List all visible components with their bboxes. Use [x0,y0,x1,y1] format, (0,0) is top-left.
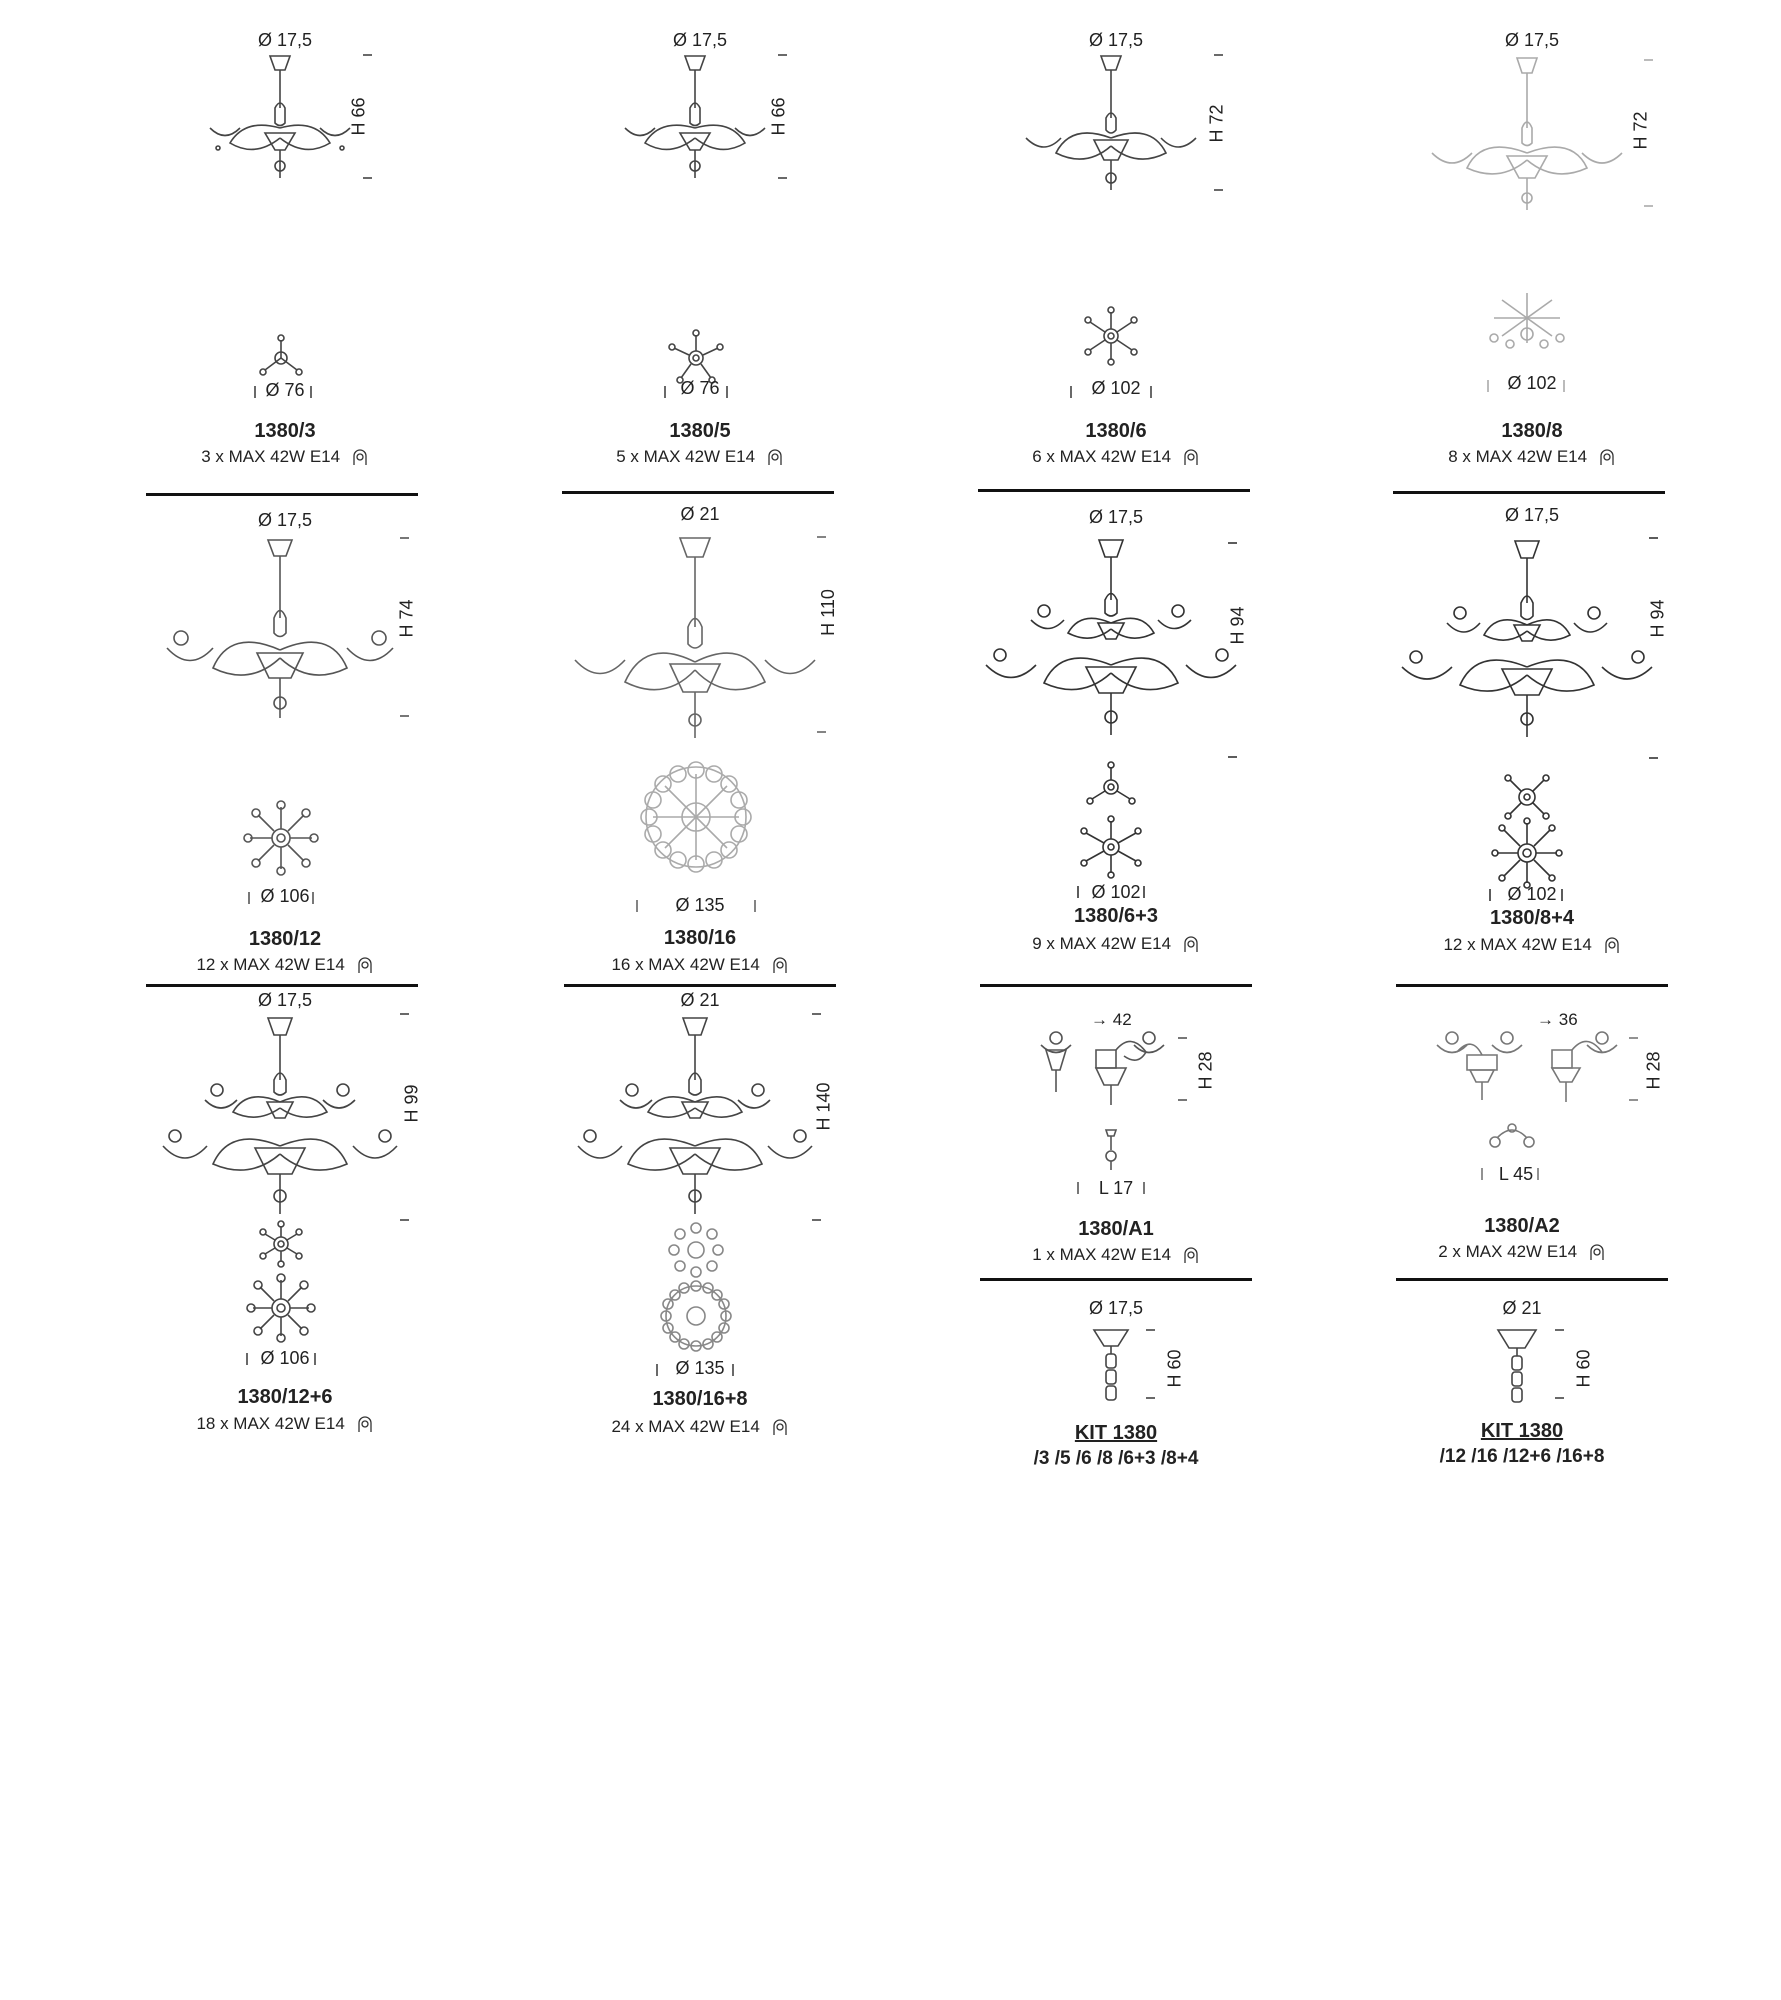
top-diameter: Ø 17,5 [1088,1298,1144,1318]
section-divider [1396,984,1668,987]
chandelier-drawing [966,28,1266,488]
bottom-diameter: Ø 76 [680,378,720,398]
depth-value: 42 [1112,1010,1132,1029]
spec-text: 16 x MAX 42W E14 [611,954,760,974]
spec-text: 2 x MAX 42W E14 [1438,1241,1578,1261]
spec-text: 24 x MAX 42W E14 [611,1416,760,1436]
section-divider [980,1278,1252,1281]
bulb-icon [1182,1246,1200,1264]
bottom-length: L 17 [1098,1178,1134,1198]
chandelier-drawing [1382,28,1682,488]
section-divider [564,984,836,987]
height-label: H 72 [1630,111,1651,150]
lamp-spec [1372,1241,1672,1262]
height-label: H 28 [1643,1051,1664,1090]
model-number: 1380/A2 [1484,1215,1560,1237]
model-number: 1380/6 [1085,420,1147,442]
bottom-diameter: Ø 102 [1091,882,1141,902]
product-1380-8 [1382,28,1682,508]
bulb-icon [1603,936,1621,954]
chandelier-drawing [550,988,850,1448]
spec-text: 6 x MAX 42W E14 [1032,446,1172,466]
model-number: 1380/A1 [1078,1218,1154,1240]
spec-text: 3 x MAX 42W E14 [201,446,341,466]
product-1380-6 [966,28,1266,508]
kit-title: KIT 1380 [1074,1422,1158,1444]
bulb-icon [1182,448,1200,466]
spec-text: 9 x MAX 42W E14 [1032,933,1172,953]
height-label: H 72 [1206,104,1227,143]
section-divider [146,984,418,987]
depth-label: → 36 [1537,1010,1578,1029]
product-1380-12 [135,508,435,988]
bulb-icon [766,448,784,466]
lamp-spec [135,954,435,975]
lamp-spec [550,1416,850,1437]
chandelier-drawing [135,28,435,488]
suspension-kit-drawing [966,1298,1266,1758]
top-diameter: Ø 17,5 [257,510,313,530]
top-diameter: Ø 21 [680,990,720,1010]
spokes [244,801,318,875]
top-diameter: Ø 17,5 [672,30,728,50]
spec-text: 18 x MAX 42W E14 [196,1413,345,1433]
bottom-diameter: Ø 102 [1091,378,1141,398]
section-divider [980,984,1252,987]
top-diameter: Ø 17,5 [1504,505,1560,525]
section-divider [978,489,1250,492]
product-1380-16 [550,502,850,982]
model-number: 1380/12 [248,928,322,950]
product-1380-8-4 [1382,503,1682,983]
kit-title: KIT 1380 [1480,1420,1564,1442]
bulb-icon [1588,1243,1606,1261]
kit-1380-small [966,1298,1266,1478]
model-number: 1380/5 [669,420,731,442]
chandelier-drawing [135,988,435,1448]
bottom-diameter: Ø 76 [265,380,305,400]
chandelier-drawing [550,28,850,488]
lamp-spec [966,446,1266,467]
lamp-spec [1382,934,1682,955]
height-label: H 140 [813,1082,834,1131]
kit-models: /12 /16 /12+6 /16+8 [1439,1446,1605,1467]
bulb-icon [351,448,369,466]
section-divider [562,491,834,494]
spec-text: 8 x MAX 42W E14 [1448,446,1588,466]
chandelier-drawing [550,502,850,962]
bottom-diameter: Ø 102 [1507,884,1557,904]
bulb-icon [356,1415,374,1433]
section-divider [146,493,418,496]
bulb-icon [771,956,789,974]
top-diameter: Ø 21 [1502,1298,1542,1318]
product-1380-3 [135,28,435,508]
bulb-icon [771,1418,789,1436]
spec-text: 12 x MAX 42W E14 [196,954,345,974]
model-number: 1380/16+8 [652,1388,748,1410]
bulb-icon [356,956,374,974]
height-label: H 60 [1164,1349,1185,1388]
top-diameter: Ø 17,5 [257,30,313,50]
product-1380-16-8 [550,988,850,1468]
depth-label: → 42 [1091,1010,1132,1029]
model-number: 1380/12+6 [237,1386,333,1408]
height-label: H 74 [396,599,417,638]
spec-text: 12 x MAX 42W E14 [1443,934,1592,954]
top-diameter: Ø 17,5 [1088,507,1144,527]
section-divider [1396,1278,1668,1281]
height-label: H 60 [1573,1349,1594,1388]
lamp-spec [135,446,435,467]
top-diameter: Ø 17,5 [1504,30,1560,50]
bottom-diameter: Ø 135 [675,895,725,915]
bottom-diameter: Ø 135 [675,1358,725,1378]
height-label: H 28 [1195,1051,1216,1090]
model-number: 1380/8+4 [1490,907,1574,929]
height-label: H 94 [1647,599,1668,638]
top-diameter: Ø 17,5 [257,990,313,1010]
top-diameter: Ø 21 [680,504,720,524]
model-number: 1380/8 [1501,420,1563,442]
bottom-diameter: Ø 102 [1507,373,1557,393]
model-number: 1380/6+3 [1074,905,1158,927]
height-label: H 99 [401,1084,422,1123]
kit-1380-large [1382,1298,1682,1478]
model-number: 1380/16 [663,927,737,949]
bottom-diameter: Ø 106 [260,1348,310,1368]
height-label: H 66 [768,97,789,136]
section-divider [1393,491,1665,494]
lamp-spec [550,954,850,975]
bulb-icon [1598,448,1616,466]
lamp-spec [135,1413,435,1434]
model-number: 1380/3 [254,420,316,442]
bottom-length: L 45 [1498,1164,1534,1184]
product-1380-12-6 [135,988,435,1468]
spec-text: 1 x MAX 42W E14 [1032,1244,1172,1264]
depth-value: 36 [1558,1010,1578,1029]
bottom-diameter: Ø 106 [260,886,310,906]
height-label: H 94 [1227,606,1248,645]
kit-models: /3 /5 /6 /8 /6+3 /8+4 [1033,1448,1199,1469]
height-label: H 66 [348,97,369,136]
product-1380-5 [550,28,850,508]
lamp-spec [966,1244,1266,1265]
height-label: H 110 [817,589,838,636]
lamp-spec [966,933,1266,954]
top-diameter: Ø 17,5 [1088,30,1144,50]
lamp-spec [550,446,850,467]
lamp-spec [1382,446,1682,467]
product-1380-6-3 [966,505,1266,985]
suspension-kit-drawing [1382,1298,1682,1758]
bulb-icon [1182,935,1200,953]
spec-text: 5 x MAX 42W E14 [616,446,756,466]
